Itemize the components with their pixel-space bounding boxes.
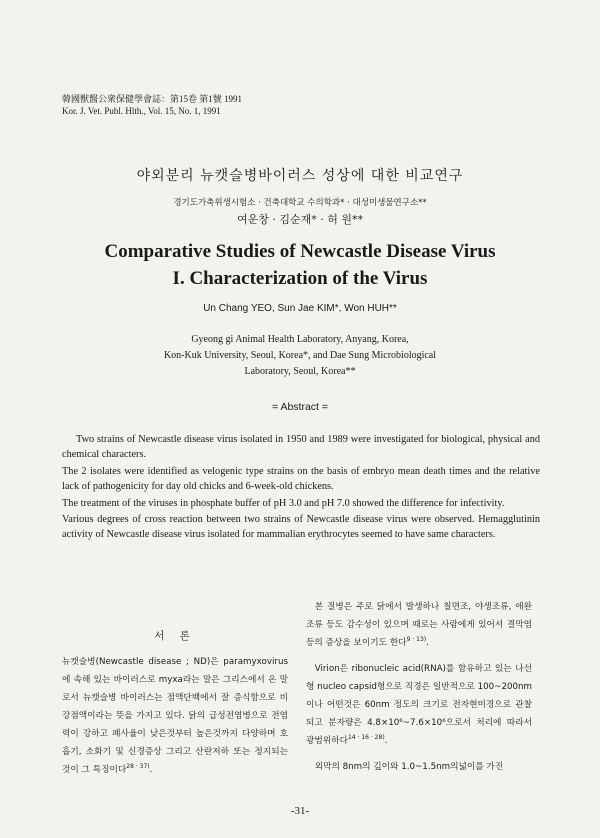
introduction-right-column <box>306 598 532 776</box>
paragraph-text: 본 질병은 주로 닭에서 발생하나 칠면조, 야생조류, 애완조류 등도 감수성이 있으며 때로는 사람에게 있어서 결막염 등의 증상을 보이기도 한다 <box>306 602 532 648</box>
journal-citation-korean: 韓國獸醫公衆保健學會誌：第15卷 第1號 1991 <box>62 94 243 104</box>
page-number: -31- <box>290 805 310 817</box>
paragraph-text: 외막의 8nm의 깊이와 1.0~1.5nm의넓이를 가진 <box>314 762 504 772</box>
reference-superscript: 14 · 16 · 28) <box>347 734 385 742</box>
affiliations-english <box>0 332 600 380</box>
body-paragraph: 뉴캣슬병(Newcastle disease ; ND)은 paramyxovirus에 속해 있는 바이러스로 myxa라는 말은 그리스에서 온 말로서 뉴캣슬병 바이러스는 점액단백에서 잘 증식함으로 비강점액이라는 뜻을 가지고 있다. 닭의 급성전염병으로 전염력이 강하고 폐사율이 낮은것부터 높은것까지 다양하며 호흡기, 소화기 및 신경증상 그리고 산란저하 또는 정지되는 것이 그 특징이다$^{28 \cdot 37)}$. <box>62 657 288 775</box>
introduction-left-column <box>62 627 288 779</box>
affiliation-line1: Gyeong gi Animal Health Laboratory, Anyang, Korea, <box>191 334 409 345</box>
affiliation-line2: Kon-Kuk University, Seoul, Korea*, and Dae Sung Microbiological <box>163 350 437 361</box>
abstract-body <box>62 432 540 543</box>
title-english-line1: Comparative Studies of Newcastle Disease Virus <box>104 241 496 262</box>
authors-english: Un Chang YEO, Sun Jae KIM*, Won HUH** <box>203 303 397 314</box>
abstract-paragraph: Various degrees of cross reaction between two strains of Newcastle disease virus were observed. Hemagglutinin activity of Newcastle disease virus isolated for mammalian erythrocytes seemed to have same characters. <box>62 514 540 541</box>
paragraph-text: Virion은 ribonucleic acid(RNA)를 함유하고 있는 나선형 nucleo capsid형으로 직경은 일반적으로 100~200nm이나 어떤것은 60nm 정도의 크기로 전자현미경으로 관찰되고 분자량은 4.8×10⁶~7.6×10⁶으로서 처리에 따라서 광범위하다 <box>306 664 532 746</box>
body-paragraph: 본 질병은 주로 닭에서 발생하나 칠면조, 야생조류, 애완조류 등도 감수성이 있으며 때로는 사람에게 있어서 결막염 등의 증상을 보이기도 한다$^{9 \cdot 13)}$. <box>306 602 532 648</box>
abstract-paragraph: The 2 isolates were identified as velogenic type strains on the basis of embryo mean death times and the relative lack of pathogenicity for day old chicks and 6-week-old chickens. <box>62 465 540 493</box>
reference-superscript: 28 · 37) <box>126 763 150 771</box>
title-english <box>0 238 600 292</box>
journal-citation <box>62 93 242 117</box>
journal-citation-english: Kor. J. Vet. Publ. Hlth., Vol. 15, No. 1, 1991 <box>62 106 221 116</box>
authors-korean: 여운창 · 김순재* · 허 원** <box>237 213 363 226</box>
abstract-paragraph: Two strains of Newcastle disease virus isolated in 1950 and 1989 were investigated for biological, physical and chemical characters. <box>62 434 540 461</box>
paragraph-text: 뉴캣슬병(Newcastle disease ; ND)은 paramyxovirus에 속해 있는 바이러스로 myxa라는 말은 그리스에서 온 말로서 뉴캣슬병 바이러스는 점액단백에서 잘 증식함으로 비강점액이라는 뜻을 가지고 있다. 닭의 급성전염병으로 전염력이 강하고 폐사율이 낮은것부터 높은것까지 다양하며 호흡기, 소화기 및 신경증상 그리고 산란저하 또는 정지되는 것이 그 특징이다 <box>62 657 288 775</box>
affiliations-korean: 경기도가축위생시험소 · 건축대학교 수의학과* · 대성미생물연구소** <box>173 198 427 208</box>
abstract-heading: = Abstract = <box>271 401 329 413</box>
affiliation-line3: Laboratory, Seoul, Korea** <box>244 366 356 377</box>
body-paragraph <box>306 758 532 776</box>
title-english-line2: I. Characterization of the Virus <box>172 268 428 289</box>
abstract-paragraph: The treatment of the viruses in phosphate buffer of pH 3.0 and pH 7.0 showed the difference for infectivity. <box>62 497 505 509</box>
title-korean: 야외분리 뉴캣슬병바이러스 성상에 대한 비교연구 <box>136 168 464 184</box>
reference-superscript: 9 · 13) <box>406 636 427 644</box>
section-heading: 서 론 <box>154 630 196 642</box>
body-paragraph: Virion은 ribonucleic acid(RNA)를 함유하고 있는 나선형 nucleo capsid형으로 직경은 일반적으로 100~200nm이나 어떤것은 60nm 정도의 크기로 전자현미경으로 관찰되고 분자량은 4.8×10⁶~7.6×10⁶으로서 처리에 따라서 광범위하다$^{14 \cdot 16 \cdot 28)}$. <box>306 664 532 746</box>
